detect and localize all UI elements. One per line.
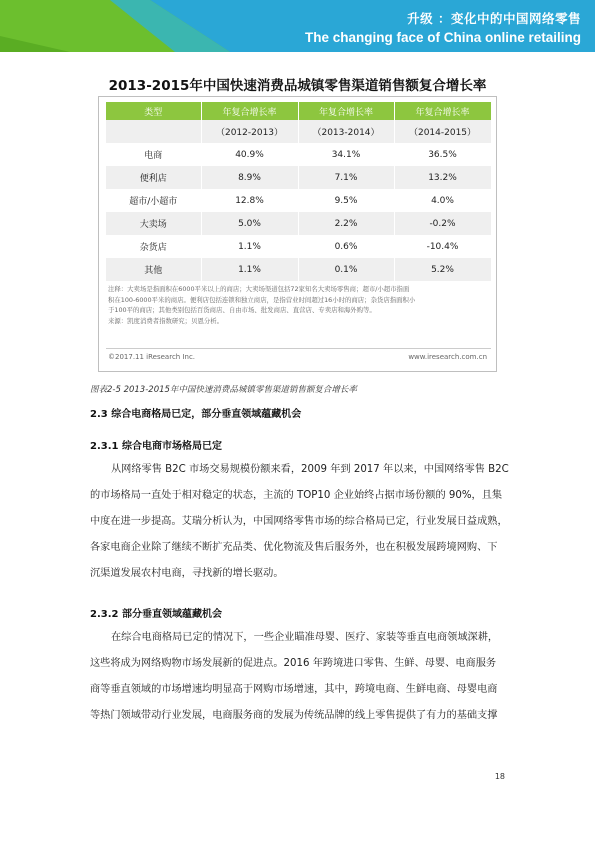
cagr-table <box>106 102 492 281</box>
table-cell: 4.0% <box>394 189 491 212</box>
text-line: 沉渠道发展农村电商，寻找新的增长驱动。 <box>90 568 284 579</box>
table-cell: 5.2% <box>394 258 491 281</box>
table-cell: 12.8% <box>201 189 298 212</box>
text-line: 的市场格局一直处于相对稳定的状态，主流的 TOP10 企业始终占据市场份额的 90%，且集 <box>90 490 503 501</box>
row-label: 电商 <box>106 143 201 166</box>
row-label: 杂货店 <box>106 235 201 258</box>
row-label: 其他 <box>106 258 201 281</box>
text-line: 等热门领域带动行业发展，电商服务商的发展为传统品牌的线上零售提供了有力的基础支撑 <box>90 710 498 721</box>
table-cell: 7.1% <box>298 166 394 189</box>
paragraph-vertical-opportunity <box>90 625 504 729</box>
table-cell: 13.2% <box>394 166 491 189</box>
table-cell: 0.6% <box>298 235 394 258</box>
figure-box <box>98 96 497 372</box>
table-row <box>106 212 491 235</box>
table-cell: 8.9% <box>201 166 298 189</box>
table-row <box>106 235 491 258</box>
table-row <box>106 189 491 212</box>
header-title-en: The changing face of China online retailing <box>304 30 581 45</box>
figure-title: 2013-2015年中国快速消费品城镇零售渠道销售额复合增长率 <box>108 78 487 94</box>
table-cell: 1.1% <box>201 235 298 258</box>
figure-caption: 图表2-5 2013-2015年中国快速消费品城镇零售渠道销售额复合增长率 <box>90 385 357 395</box>
figure-website: www.iresearch.com.cn <box>408 353 487 361</box>
header-cell-2015: 年复合增长率 <box>394 102 491 120</box>
header-cell-2014: 年复合增长率 <box>298 102 394 120</box>
text-line: 商等垂直领域的市场增速均明显高于网购市场增速，其中，跨境电商、生鲜电商、母婴电商 <box>90 684 498 695</box>
table-cell: -10.4% <box>394 235 491 258</box>
text-line: 中度在进一步提高。艾瑞分析认为，中国网络零售市场的综合格局已定，行业发展日益成熟， <box>90 516 508 527</box>
section-heading: 2.3 综合电商格局已定，部分垂直领域蕴藏机会 <box>90 409 302 420</box>
row-label: 便利店 <box>106 166 201 189</box>
text-line: 从网络零售 B2C 市场交易规模份额来看，2009 年到 2017 年以来，中国网络零售 B2C <box>111 464 509 475</box>
table-cell: 2.2% <box>298 212 394 235</box>
table-cell: 36.5% <box>394 143 491 166</box>
subsection-heading-2-3-2: 2.3.2 部分垂直领域蕴藏机会 <box>90 609 222 620</box>
figure-cagr <box>98 66 497 372</box>
note-line: 于100平的商店；其他类别包括百货商店、自由市场、批发商店、直营店、专卖店和海外购等。 <box>108 306 376 314</box>
subsection-heading-2-3-1: 2.3.1 综合电商市场格局已定 <box>90 441 222 452</box>
header-cell-2013: 年复合增长率 <box>201 102 298 120</box>
table-row <box>106 166 491 189</box>
table-cell: （2014-2015） <box>394 120 491 143</box>
table-cell: 0.1% <box>298 258 394 281</box>
figure-note <box>108 284 488 326</box>
text-line: 各家电商企业除了继续不断扩充品类、优化物流及售后服务外，也在积极发展跨境网购、下 <box>90 542 498 553</box>
figure-copyright: ©2017.11 iResearch Inc. <box>108 353 196 361</box>
table-cell: 5.0% <box>201 212 298 235</box>
table-cell: 40.9% <box>201 143 298 166</box>
table-header-row <box>106 102 491 120</box>
header-title-cn: 升级 ：变化中的中国网络零售 <box>407 11 581 26</box>
table-cell: 34.1% <box>298 143 394 166</box>
row-label: 超市/小超市 <box>106 189 201 212</box>
table-row-periods <box>106 120 491 143</box>
figure-divider <box>106 348 491 349</box>
table-cell: 9.5% <box>298 189 394 212</box>
table-cell: 1.1% <box>201 258 298 281</box>
table-cell: （2013-2014） <box>298 120 394 143</box>
source-line: 来源：凯度消费者指数研究；贝恩分析。 <box>108 316 224 325</box>
table-cell: -0.2% <box>394 212 491 235</box>
row-label: 大卖场 <box>106 212 201 235</box>
text-line: 这些将成为网络购物市场发展新的促进点。2016 年跨境进口零售、生鲜、母婴、电商服务 <box>90 658 497 669</box>
table-cell: （2012-2013） <box>201 120 298 143</box>
note-line: 注释：大卖场是指面积在6000平米以上的商店；大卖场渠道包括72家知名大卖场零售商；超市/小超市指面 <box>108 285 410 293</box>
note-line: 积在100-6000平米的商店。便利店包括连锁和独立商店，是指营业时间超过16小时的商店；杂货店指面积小 <box>108 295 416 304</box>
header-cell-type: 类型 <box>106 102 201 120</box>
table-row <box>106 143 491 166</box>
page-number: 18 <box>494 772 505 781</box>
table-cell <box>106 120 201 143</box>
page-header <box>0 0 595 52</box>
paragraph-market-pattern <box>90 457 509 587</box>
text-line: 在综合电商格局已定的情况下，一些企业瞄准母婴、医疗、家装等垂直电商领域深耕， <box>111 632 499 643</box>
table-row <box>106 258 491 281</box>
